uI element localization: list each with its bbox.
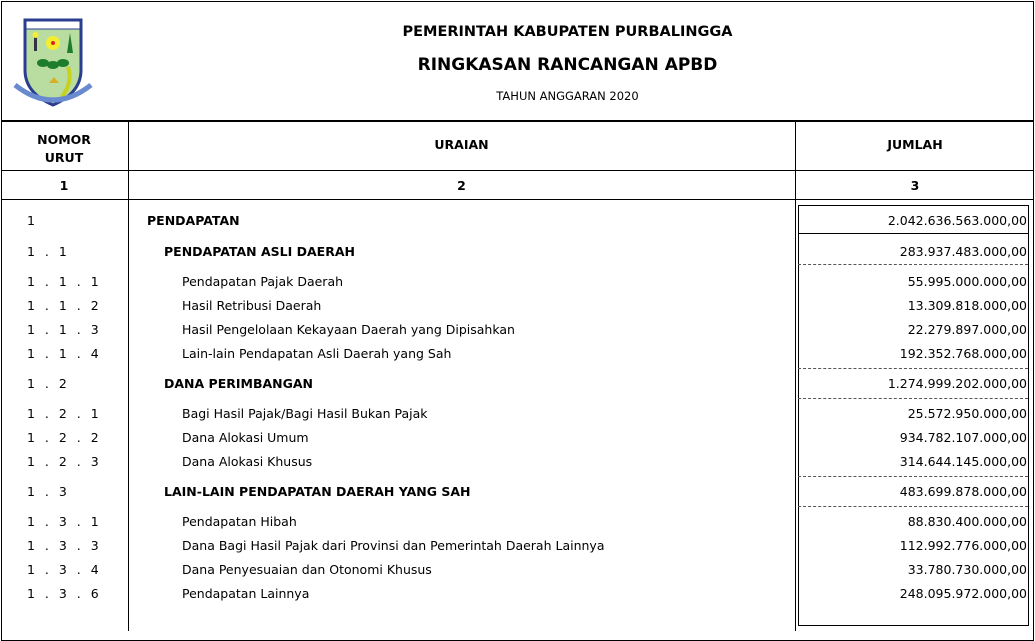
row-amount: 248.095.972.000,00 bbox=[899, 586, 1027, 601]
row-number: 1 . 2 bbox=[27, 376, 70, 391]
row-number: 1 . 1 . 2 bbox=[27, 298, 102, 313]
row-amount: 2.042.636.563.000,00 bbox=[887, 213, 1027, 228]
column-index-2: 2 bbox=[457, 178, 466, 193]
row-amount: 33.780.730.000,00 bbox=[907, 562, 1027, 577]
row-label: Dana Alokasi Khusus bbox=[182, 454, 313, 469]
row-divider bbox=[1, 170, 1034, 171]
row-amount: 314.644.145.000,00 bbox=[899, 454, 1027, 469]
table-row bbox=[0, 274, 1035, 294]
table-row bbox=[0, 376, 1035, 396]
fiscal-year: TAHUN ANGGARAN 2020 bbox=[496, 89, 639, 103]
header-divider bbox=[1, 120, 1034, 122]
document-title: RINGKASAN RANCANGAN APBD bbox=[417, 55, 718, 75]
row-number: 1 . 2 . 1 bbox=[27, 406, 102, 421]
row-amount: 112.992.776.000,00 bbox=[899, 538, 1027, 553]
table-row bbox=[0, 430, 1035, 450]
row-label: Lain-lain Pendapatan Asli Daerah yang Sah bbox=[182, 346, 452, 361]
row-label: Pendapatan Hibah bbox=[182, 514, 297, 529]
row-label: PENDAPATAN ASLI DAERAH bbox=[164, 244, 355, 259]
row-label: DANA PERIMBANGAN bbox=[164, 376, 314, 391]
table-row bbox=[0, 213, 1035, 233]
row-number: 1 . 2 . 3 bbox=[27, 454, 102, 469]
row-number: 1 . 3 . 6 bbox=[27, 586, 102, 601]
row-number: 1 . 1 bbox=[27, 244, 70, 259]
table-row bbox=[0, 298, 1035, 318]
table-row bbox=[0, 586, 1035, 606]
row-amount: 934.782.107.000,00 bbox=[899, 430, 1027, 445]
header-uraian: URAIAN bbox=[434, 137, 489, 152]
row-label: Pendapatan Lainnya bbox=[182, 586, 310, 601]
dotted-separator bbox=[798, 476, 1028, 477]
table-row bbox=[0, 454, 1035, 474]
table-row bbox=[0, 484, 1035, 504]
row-label: Pendapatan Pajak Daerah bbox=[182, 274, 344, 289]
row-number: 1 . 3 . 1 bbox=[27, 514, 102, 529]
row-number: 1 . 3 bbox=[27, 484, 70, 499]
table-row bbox=[0, 346, 1035, 366]
row-label: Dana Penyesuaian dan Otonomi Khusus bbox=[182, 562, 432, 577]
row-divider bbox=[1, 199, 1034, 200]
table-row bbox=[0, 562, 1035, 582]
row-amount: 13.309.818.000,00 bbox=[907, 298, 1027, 313]
row-number: 1 . 3 . 3 bbox=[27, 538, 102, 553]
row-label: Hasil Retribusi Daerah bbox=[182, 298, 322, 313]
row-amount: 192.352.768.000,00 bbox=[899, 346, 1027, 361]
row-number: 1 . 1 . 1 bbox=[27, 274, 102, 289]
row-label: Hasil Pengelolaan Kekayaan Daerah yang Dipisahkan bbox=[182, 322, 515, 337]
row-label: LAIN-LAIN PENDAPATAN DAERAH YANG SAH bbox=[164, 484, 471, 499]
row-number: 1 . 3 . 4 bbox=[27, 562, 102, 577]
row-number: 1 . 1 . 3 bbox=[27, 322, 102, 337]
table-row bbox=[0, 244, 1035, 264]
row-number: 1 . 1 . 4 bbox=[27, 346, 102, 361]
row-amount: 25.572.950.000,00 bbox=[907, 406, 1027, 421]
row-label: PENDAPATAN bbox=[147, 213, 240, 228]
dotted-separator bbox=[798, 506, 1028, 507]
row-label: Bagi Hasil Pajak/Bagi Hasil Bukan Pajak bbox=[182, 406, 428, 421]
row-amount: 22.279.897.000,00 bbox=[907, 322, 1027, 337]
row-amount: 1.274.999.202.000,00 bbox=[887, 376, 1027, 391]
table-row bbox=[0, 538, 1035, 558]
dotted-separator bbox=[798, 398, 1028, 399]
row-number: 1 bbox=[27, 213, 38, 228]
row-amount: 88.830.400.000,00 bbox=[907, 514, 1027, 529]
dotted-separator bbox=[798, 264, 1028, 265]
total-underline bbox=[798, 233, 1029, 234]
table-row bbox=[0, 514, 1035, 534]
row-amount: 55.995.000.000,00 bbox=[907, 274, 1027, 289]
row-label: Dana Alokasi Umum bbox=[182, 430, 309, 445]
table-row bbox=[0, 406, 1035, 426]
header-jumlah: JUMLAH bbox=[887, 137, 943, 152]
table-row bbox=[0, 322, 1035, 342]
government-name: PEMERINTAH KABUPATEN PURBALINGGA bbox=[402, 24, 733, 40]
row-amount: 283.937.483.000,00 bbox=[899, 244, 1027, 259]
row-number: 1 . 2 . 2 bbox=[27, 430, 102, 445]
row-label: Dana Bagi Hasil Pajak dari Provinsi dan Pemerintah Daerah Lainnya bbox=[182, 538, 605, 553]
header-nomor-urut: NOMOR URUT bbox=[37, 132, 91, 165]
dotted-separator bbox=[798, 368, 1028, 369]
row-amount: 483.699.878.000,00 bbox=[899, 484, 1027, 499]
column-index-1: 1 bbox=[59, 178, 69, 193]
column-index-3: 3 bbox=[910, 178, 920, 193]
